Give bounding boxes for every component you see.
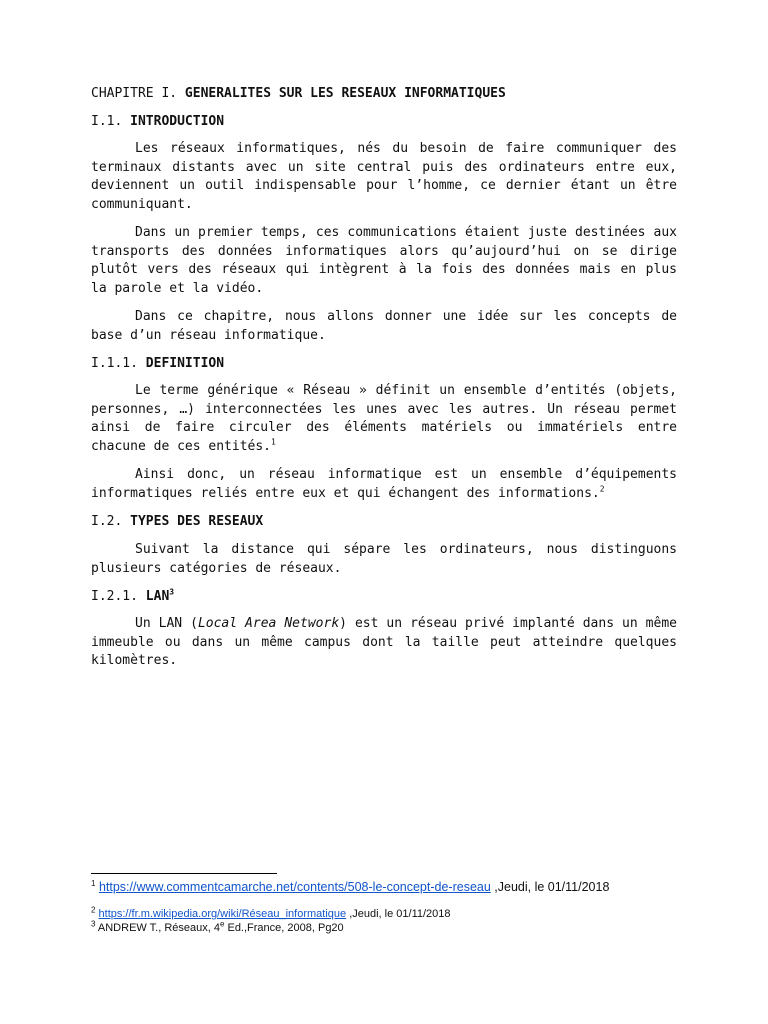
section-title-text: LAN [145, 589, 170, 604]
footnote-number: 1 [91, 878, 96, 888]
paragraph-text-end: ) est un réseau privé implanté dans un même immeuble ou dans un même campus dont la taille peut atteindre quelques kilomètres. [91, 616, 677, 669]
paragraph [91, 466, 677, 503]
footnote-link[interactable]: https://www.commentcamarche.net/contents/508-le-concept-de-reseau [98, 880, 491, 894]
footnote-number: 3 [91, 919, 96, 929]
definition-paragraph-1 [91, 382, 677, 457]
paragraph-text: Ainsi donc, un réseau informatique est un ensemble d’équipements informatiques reliés entre eux et qui échangent des informations. [91, 467, 677, 501]
section-heading-types [91, 513, 691, 532]
paragraph: Dans ce chapitre, nous allons donner une idée sur les concepts de base d’un réseau informatique. [91, 309, 677, 343]
paragraph [91, 615, 677, 671]
footnote-link[interactable]: https://fr.m.wikipedia.org/wiki/Réseau_informatique [98, 908, 347, 920]
paragraph [91, 382, 677, 457]
footnote-3 [91, 921, 344, 935]
chapter-label: CHAPITRE I. [91, 86, 178, 101]
paragraph-text: Le terme générique « Réseau » définit un ensemble d’entités (objets, personnes, …) interconnectées les unes avec les autres. Un réseau permet ainsi de faire circuler des éléments matériels ou immatériels entre chacune de ces entités. [91, 383, 677, 455]
section-title: TYPES DES RESEAUX [130, 514, 264, 529]
lan-paragraph [91, 615, 677, 671]
footnote-2 [91, 907, 451, 921]
chapter-heading [91, 85, 691, 104]
section-number: I.1. [91, 114, 123, 129]
section-number: I.2.1. [91, 589, 138, 604]
section-title [146, 589, 174, 604]
paragraph-italic-term: Local Area Network [197, 616, 340, 631]
section-title: INTRODUCTION [130, 114, 225, 129]
footnote-text: ,Jeudi, le 01/11/2018 [346, 908, 451, 920]
footnote-superscript: e [219, 919, 225, 929]
paragraph-text-start: Un LAN ( [135, 616, 198, 631]
footnote-number: 2 [91, 905, 96, 915]
paragraph: Les réseaux informatiques, nés du besoin de faire communiquer des terminaux distants avec un site central puis des ordinateurs entre eux, deviennent un outil indispensable pour l’homme, ce dernier étant un être communiquant. [91, 141, 677, 213]
types-paragraph [91, 541, 677, 578]
intro-paragraph-3 [91, 308, 677, 345]
footnote-1 [91, 879, 609, 895]
definition-paragraph-2 [91, 466, 677, 503]
footnote-text: ,Jeudi, le 01/11/2018 [490, 880, 610, 894]
intro-paragraph-1 [91, 140, 677, 215]
footnote-ref-3[interactable]: 3 [169, 587, 175, 597]
section-heading-definition [91, 355, 691, 374]
footnote-text-end: Ed.,France, 2008, Pg20 [224, 922, 344, 934]
intro-paragraph-2 [91, 224, 677, 299]
footnote-ref-2[interactable]: 2 [599, 484, 605, 494]
paragraph: Suivant la distance qui sépare les ordinateurs, nous distinguons plusieurs catégories de réseaux. [91, 542, 677, 576]
section-heading-lan [91, 588, 691, 607]
section-number: I.2. [91, 514, 123, 529]
footnote-ref-1[interactable]: 1 [271, 437, 276, 447]
section-number: I.1.1. [91, 356, 138, 371]
footnote-separator [91, 873, 277, 874]
section-heading-intro [91, 113, 691, 132]
section-title: DEFINITION [145, 356, 225, 371]
chapter-title: GENERALITES SUR LES RESEAUX INFORMATIQUES [184, 86, 506, 101]
paragraph: Dans un premier temps, ces communications étaient juste destinées aux transports des données informatiques alors qu’aujourd’hui on se dirige plutôt vers des réseaux qui intègrent à la fois des données mais en plus la parole et la vidéo. [91, 225, 677, 297]
footnote-text: ANDREW T., Réseaux, 4 [95, 922, 220, 934]
